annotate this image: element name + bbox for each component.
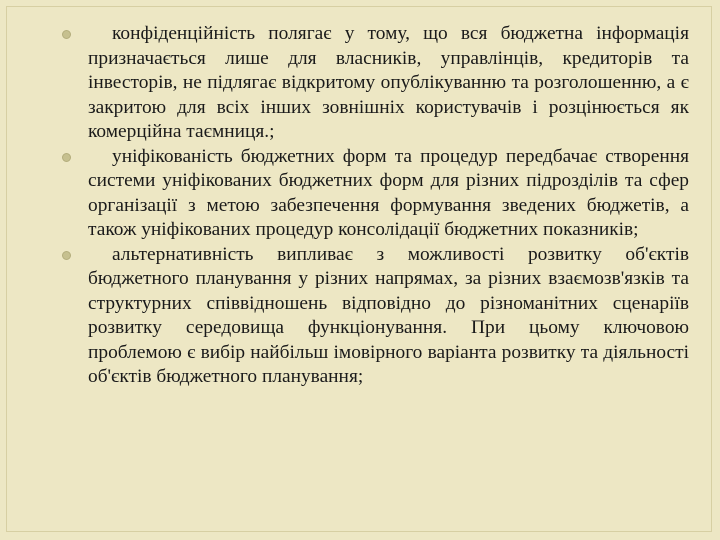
bullet-icon <box>62 251 71 260</box>
bullet-list <box>88 22 689 390</box>
bullet-icon <box>62 153 71 162</box>
bullet-text: альтернативність випливає з можливості розвитку об'єктів бюджетного планування у різних напрямах, за різних взаємозв'язків та структурних співвідношень відповідно до різноманітних сценаріїв розвитку середовища функціонування. При цьому ключовою проблемою є вибір найбільш імовірного варіанта розвитку та діяльності об'єктів бюджетного планування; <box>88 243 689 387</box>
bullet-item-confidentiality <box>88 22 689 145</box>
bullet-item-unification <box>88 145 689 243</box>
bullet-icon <box>62 30 71 39</box>
bullet-text: конфіденційність полягає у тому, що вся бюджетна інформація призначається лише для власників, управлінців, кредиторів та інвесторів, не підлягає відкритому опублікуванню та розголошенню, а є закритою для всіх інших зовнішніх користувачів і розцінюється як комерційна таємниця.; <box>88 23 689 142</box>
bullet-item-alternativeness <box>88 243 689 390</box>
bullet-text: уніфікованість бюджетних форм та процедур передбачає створення системи уніфікованих бюджетних форм для різних підрозділів та сфер організації з метою забезпечення формування зведених бюджетів, а також уніфікованих процедур консолідації бюджетних показників; <box>88 145 689 240</box>
